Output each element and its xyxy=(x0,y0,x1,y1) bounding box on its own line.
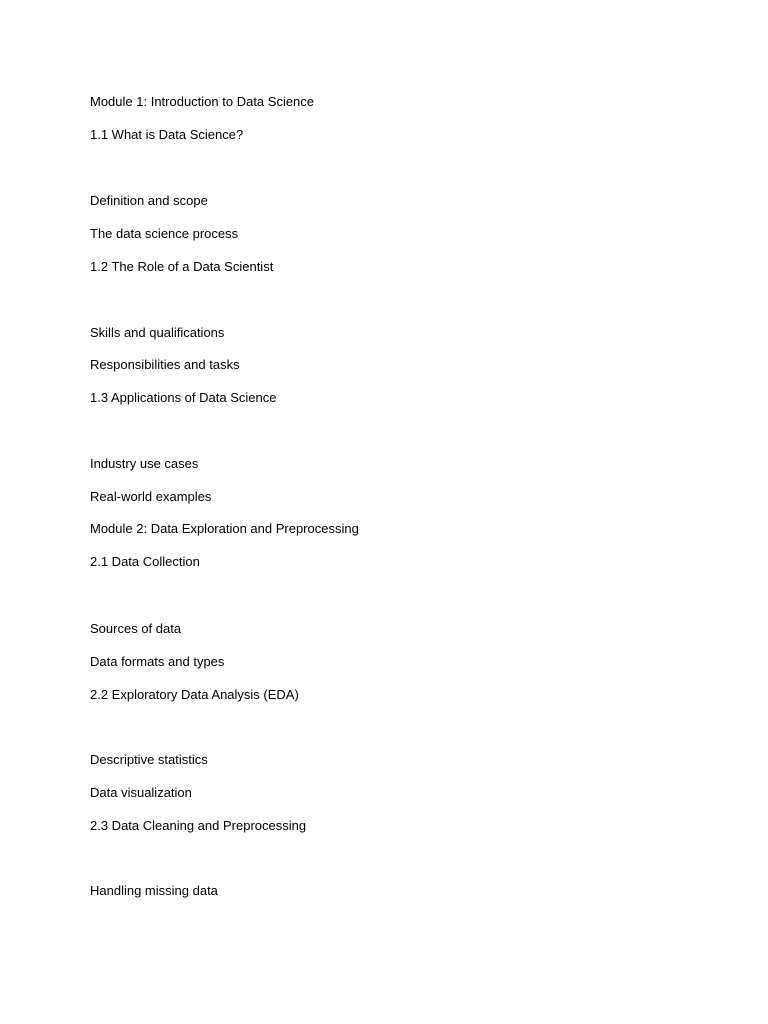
module-heading: Module 2: Data Exploration and Preprocessing xyxy=(90,521,359,536)
list-item: Responsibilities and tasks xyxy=(90,357,240,372)
list-item: Data formats and types xyxy=(90,654,225,669)
list-item: Descriptive statistics xyxy=(90,752,208,767)
list-item: The data science process xyxy=(90,226,239,241)
section-heading: 1.3 Applications of Data Science xyxy=(90,390,277,405)
list-item: Data visualization xyxy=(90,785,192,800)
module-heading: Module 1: Introduction to Data Science xyxy=(90,94,315,109)
section-heading: 2.1 Data Collection xyxy=(90,554,200,569)
list-item: Handling missing data xyxy=(90,883,218,898)
section-heading: 1.1 What is Data Science? xyxy=(90,127,244,142)
list-item: Definition and scope xyxy=(90,193,208,208)
list-item: Real-world examples xyxy=(90,489,212,504)
section-heading: 2.3 Data Cleaning and Preprocessing xyxy=(90,818,307,833)
list-item: Skills and qualifications xyxy=(90,325,225,340)
list-item: Sources of data xyxy=(90,621,182,636)
list-item: Industry use cases xyxy=(90,456,199,471)
section-heading: 1.2 The Role of a Data Scientist xyxy=(90,259,274,274)
section-heading: 2.2 Exploratory Data Analysis (EDA) xyxy=(90,687,299,702)
